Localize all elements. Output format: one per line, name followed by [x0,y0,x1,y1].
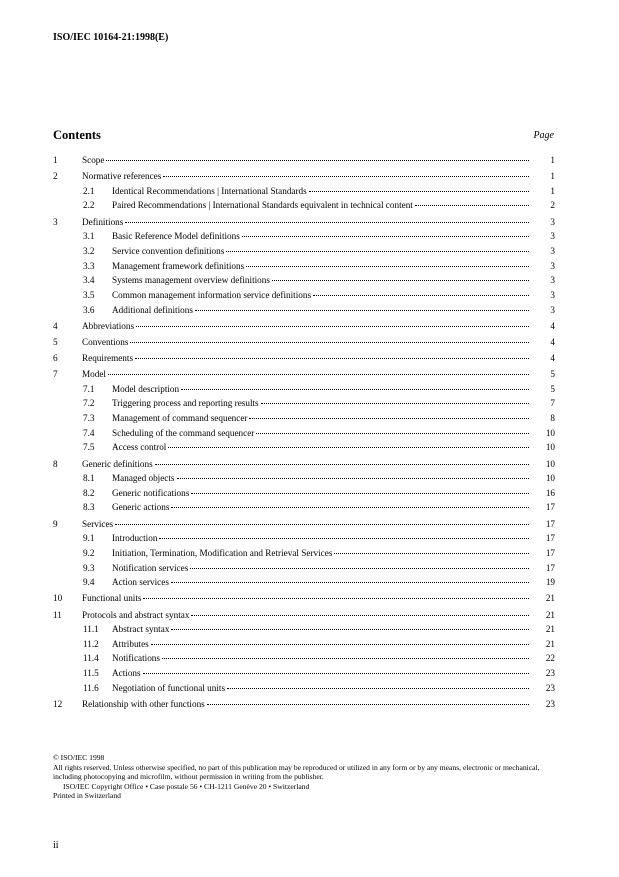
toc-entry-number: 3 [53,216,58,227]
toc-entry[interactable] [53,683,555,698]
toc-entry[interactable] [53,459,555,474]
toc-entry-number: 7.2 [83,398,95,409]
toc-entry-title: Access control [112,442,167,453]
dot-leader [136,326,529,327]
toc-entry-title: Normative references [82,171,162,182]
toc-entry-number: 3.6 [83,304,95,315]
printed-in: Printed in Switzerland [53,791,121,800]
toc-entry[interactable] [53,186,555,201]
dot-leader [227,688,529,689]
toc-entry-page: 17 [545,518,555,529]
toc-entry-number: 9.1 [83,533,95,544]
dot-leader [313,295,529,296]
toc-entry-title: Generic actions [112,502,170,513]
toc-entry[interactable] [53,488,555,503]
toc-entry-page: 3 [550,275,555,286]
toc-entry-page: 10 [545,442,555,453]
toc-entry-page: 1 [550,171,555,182]
toc-entry-title: Actions [112,668,141,679]
toc-entry[interactable] [53,398,555,413]
toc-entry-number: 9.3 [83,562,95,573]
toc-entry-title: Management of command sequencer [112,413,248,424]
toc-entry-number: 7.1 [83,383,95,394]
toc-entry[interactable] [53,171,555,186]
dot-leader [249,418,529,419]
toc-entry[interactable] [53,533,555,548]
toc-entry-title: Notification services [112,562,189,573]
toc-entry[interactable] [53,353,555,368]
toc-entry-page: 17 [545,562,555,573]
toc-entry-page: 4 [550,336,555,347]
dot-leader [195,310,529,311]
toc-entry-number: 1 [53,155,58,165]
toc-entry-page: 8 [550,413,555,424]
toc-entry-number: 7.4 [83,427,95,438]
toc-entry-page: 10 [545,473,555,484]
toc-entry-page: 21 [545,609,555,620]
toc-entry[interactable] [53,639,555,654]
toc-entry-page: 23 [545,668,555,679]
dot-leader [168,447,529,448]
toc-entry-title: Services [82,518,114,529]
dot-leader [256,433,529,434]
dot-leader [207,704,529,705]
toc-entry-title: Negotiation of functional units [112,682,226,693]
toc-entry-page: 1 [550,185,555,196]
toc-entry[interactable] [53,384,555,399]
toc-entry-number: 2 [53,171,58,182]
dot-leader [177,478,529,479]
toc-entry[interactable] [53,305,555,320]
toc-entry-page: 23 [545,698,555,709]
toc-entry-number: 12 [53,698,63,709]
toc-entry-number: 11.6 [83,682,99,693]
dot-leader [115,524,529,525]
toc-entry[interactable] [53,200,555,215]
toc-entry[interactable] [53,624,555,639]
dot-leader [272,280,529,281]
dot-leader [334,553,529,554]
toc-entry-number: 11.5 [83,668,99,679]
dot-leader [135,358,529,359]
toc-entry[interactable] [53,699,555,714]
dot-leader [191,493,529,494]
toc-entry-number: 8.3 [83,502,95,513]
dot-leader [171,507,529,508]
dot-leader [108,374,529,375]
toc-entry-page: 5 [550,369,555,380]
dot-leader [143,673,529,674]
toc-entry-number: 7.3 [83,413,95,424]
toc-entry-number: 3.1 [83,231,95,242]
toc-entry-page: 17 [545,547,555,558]
dot-leader [242,236,529,237]
toc-entry-number: 8 [53,458,58,469]
toc-entry-title: Basic Reference Model definitions [112,231,240,242]
toc-entry-number: 11.2 [83,638,99,649]
toc-entry-page: 2 [550,200,555,211]
toc-entry-number: 3.4 [83,275,95,286]
toc-entry-page: 3 [550,260,555,271]
dot-leader [171,629,529,630]
toc-entry-page: 21 [545,624,555,635]
toc-entry-page: 22 [545,653,555,664]
toc-entry-title: Common management information service definitions [112,289,312,300]
toc-entry-page: 17 [545,533,555,544]
toc-entry-number: 11 [53,609,62,620]
toc-entry[interactable] [53,231,555,246]
dot-leader [261,403,529,404]
toc-entry-number: 6 [53,352,58,363]
contents-heading: Contents [53,128,101,142]
toc-entry-title: Paired Recommendations | International Standards equivalent in technical content [112,200,413,211]
toc-entry[interactable] [53,369,555,384]
toc-entry-page: 3 [550,289,555,300]
toc-entry[interactable] [53,413,555,428]
toc-entry[interactable] [53,442,555,457]
toc-entry[interactable] [53,428,555,443]
dot-leader [190,568,529,569]
toc-entry-page: 17 [545,502,555,513]
toc-entry[interactable] [53,668,555,683]
page-number: ii [53,840,59,851]
toc-entry-number: 9 [53,518,58,529]
toc-entry-page: 21 [545,593,555,604]
document-header: ISO/IEC 10164-21:1998(E) [53,32,169,43]
copyright-rights: All rights reserved. Unless otherwise specified, no part of this publication may be reproduced or utilized in any form or by any means, electronic or mechanical, including photocopying and microfilm, without permission in writing from the publisher. [53,762,540,781]
toc-entry-page: 3 [550,231,555,242]
toc-entry-title: Systems management overview definitions [112,275,270,286]
dot-leader [226,251,529,252]
toc-entry-title: Abstract syntax [112,624,170,635]
toc-entry-title: Introduction [112,533,158,544]
toc-entry-page: 7 [550,398,555,409]
toc-entry-number: 4 [53,320,58,331]
toc-entry-title: Action services [112,577,169,588]
toc-entry-title: Identical Recommendations | International Standards [112,185,307,196]
toc-entry-page: 21 [545,638,555,649]
toc-entry-page: 10 [545,458,555,469]
dot-leader [151,644,529,645]
toc-entry-number: 10 [53,593,63,604]
toc-entry-title: Generic definitions [82,458,153,469]
toc-entry-title: Managed objects [112,473,175,484]
toc-entry[interactable] [53,548,555,563]
toc-entry-title: Management framework definitions [112,260,245,271]
copyright-notice: © ISO/IEC 1998 [53,753,105,762]
toc-entry-page: 4 [550,352,555,363]
toc-entry[interactable] [53,217,555,232]
toc-entry-title: Model description [112,383,180,394]
dot-leader [143,598,529,599]
copyright-office: ISO/IEC Copyright Office • Case postale 56 • CH-1211 Genève 20 • Switzerland [63,781,310,791]
toc-entry[interactable] [53,321,555,336]
toc-entry[interactable] [53,290,555,305]
toc-entry-title: Requirements [82,352,134,363]
toc-entry[interactable] [53,275,555,290]
toc-entry[interactable] [53,610,555,625]
toc-entry-page: 3 [550,245,555,256]
toc-entry-title: Attributes [112,638,149,649]
toc-entry[interactable] [53,519,555,534]
toc-entry-page: 5 [550,383,555,394]
toc-entry[interactable] [53,473,555,488]
toc-entry-page: 19 [545,577,555,588]
toc-entry-number: 8.2 [83,487,95,498]
toc-entry-number: 9.4 [83,577,95,588]
dot-leader [171,582,529,583]
toc-entry-page: 16 [545,487,555,498]
toc-entry-number: 5 [53,336,58,347]
dot-leader [159,538,529,539]
toc-entry-title: Scope [82,155,105,165]
dot-leader [309,191,529,192]
toc-entry[interactable] [53,502,555,517]
dot-leader [181,389,529,390]
dot-leader [191,615,529,616]
toc-entry-title: Functional units [82,593,142,604]
toc-entry[interactable] [53,337,555,352]
toc-entry-number: 3.3 [83,260,95,271]
toc-entry-title: Conventions [82,336,129,347]
toc-entry[interactable] [53,261,555,276]
toc-entry-page: 3 [550,216,555,227]
toc-entry-title: Abbreviations [82,320,135,331]
toc-entry-title: Model [82,369,106,380]
toc-entry[interactable] [53,577,555,592]
toc-entry-number: 2.1 [83,185,95,196]
page-column-label: Page [533,130,554,141]
toc-entry-number: 7 [53,369,58,380]
toc-entry-number: 11.1 [83,624,99,635]
dot-leader [106,160,529,161]
dot-leader [163,176,529,177]
toc-entry-title: Generic notifications [112,487,190,498]
toc-entry-title: Notifications [112,653,160,664]
toc-entry[interactable] [53,155,555,170]
toc-entry[interactable] [53,593,555,608]
toc-entry-page: 1 [550,155,555,165]
toc-entry-title: Initiation, Termination, Modification and Retrieval Services [112,547,333,558]
toc-entry-title: Service convention definitions [112,245,225,256]
toc-entry-title: Scheduling of the command sequencer [112,427,255,438]
toc-entry-page: 23 [545,682,555,693]
toc-entry[interactable] [53,563,555,578]
dot-leader [246,266,529,267]
dot-leader [415,205,529,206]
toc-entry-page: 10 [545,427,555,438]
dot-leader [130,342,529,343]
toc-entry-title: Additional definitions [112,304,193,315]
toc-entry-title: Triggering process and reporting results [112,398,259,409]
copyright-block [53,753,563,801]
toc-entry-number: 8.1 [83,473,95,484]
toc-entry-number: 3.2 [83,245,95,256]
toc-entry-number: 11.4 [83,653,99,664]
toc-entry[interactable] [53,653,555,668]
dot-leader [125,222,529,223]
dot-leader [162,658,529,659]
dot-leader [155,464,529,465]
toc-entry-number: 7.5 [83,442,95,453]
toc-entry-title: Definitions [82,216,124,227]
toc-entry-title: Protocols and abstract syntax [82,609,190,620]
toc-entry-number: 9.2 [83,547,95,558]
toc-entry-page: 4 [550,320,555,331]
toc-entry-number: 2.2 [83,200,95,211]
toc-entry-number: 3.5 [83,289,95,300]
toc-entry[interactable] [53,246,555,261]
toc-entry-title: Relationship with other functions [82,698,205,709]
toc-entry-page: 3 [550,304,555,315]
